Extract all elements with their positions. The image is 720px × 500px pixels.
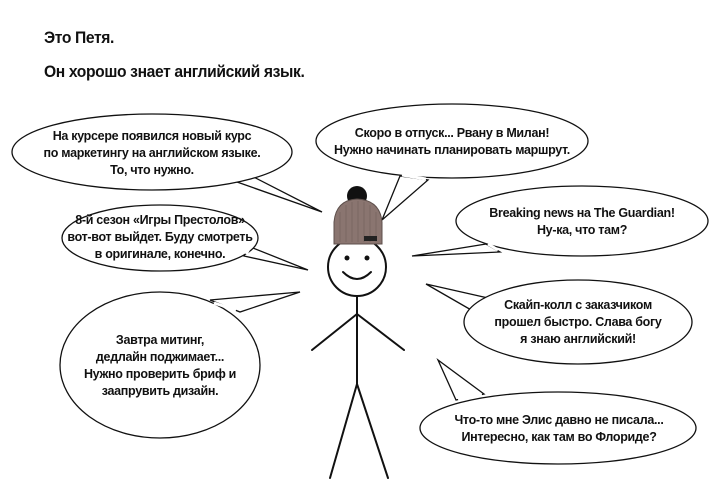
bubble-5-line-3: Нужно проверить бриф и <box>83 367 237 381</box>
left-arm <box>312 314 357 350</box>
bubble-5-line-4: заапрувить дизайн. <box>101 384 219 398</box>
bubble-1-line-1: На курсере появился новый курс <box>52 129 252 143</box>
right-leg <box>357 384 388 478</box>
knit-hat <box>334 186 382 244</box>
bubble-5-line-1: Завтра митинг, <box>115 333 205 347</box>
head <box>328 238 386 296</box>
right-eye <box>365 256 370 261</box>
bubble-2-line-1: Скоро в отпуск... Рвану в Милан! <box>354 126 550 140</box>
bubble-1-line-2: по маркетингу на английском языке. <box>43 146 261 160</box>
bubble-text-7 <box>432 412 686 446</box>
bubble-6-line-1: Скайп-колл с заказчиком <box>504 298 652 312</box>
title-line-1: Это Петя. <box>44 28 115 47</box>
bubble-4-line-2: Ну-ка, что там? <box>536 223 628 237</box>
bubble-text-6 <box>478 297 678 348</box>
bubble-text-1 <box>32 128 272 179</box>
right-arm <box>357 314 404 350</box>
bubble-2-line-2: Нужно начинать планировать маршрут. <box>334 143 570 157</box>
title-line-2: Он хорошо знает английский язык. <box>44 62 305 81</box>
bubble-6-line-3: я знаю английский! <box>520 332 636 346</box>
bubble-3-line-2: вот-вот выйдет. Буду смотреть <box>67 230 253 244</box>
bubble-3-line-3: в оригинале, конечно. <box>94 247 226 261</box>
bubble-6-line-2: прошел быстро. Слава богу <box>494 315 662 329</box>
bubble-5-line-2: дедлайн поджимает... <box>95 350 225 364</box>
bubble-text-5 <box>70 332 250 400</box>
left-eye <box>345 256 350 261</box>
bubble-7-line-2: Интересно, как там во Флориде? <box>461 430 657 444</box>
stick-figure <box>312 238 404 478</box>
bubble-text-3 <box>62 212 258 263</box>
hat-label <box>364 236 377 241</box>
bubble-1-line-3: То, что нужно. <box>110 163 194 177</box>
bubble-text-4 <box>472 205 692 239</box>
bubble-text-2 <box>332 125 572 159</box>
bubble-3-line-1: 8-й сезон «Игры Престолов» <box>75 213 245 227</box>
bubble-4-line-1: Breaking news на The Guardian! <box>489 206 675 220</box>
bubble-7-line-1: Что-то мне Элис давно не писала... <box>454 413 664 427</box>
left-leg <box>330 384 357 478</box>
